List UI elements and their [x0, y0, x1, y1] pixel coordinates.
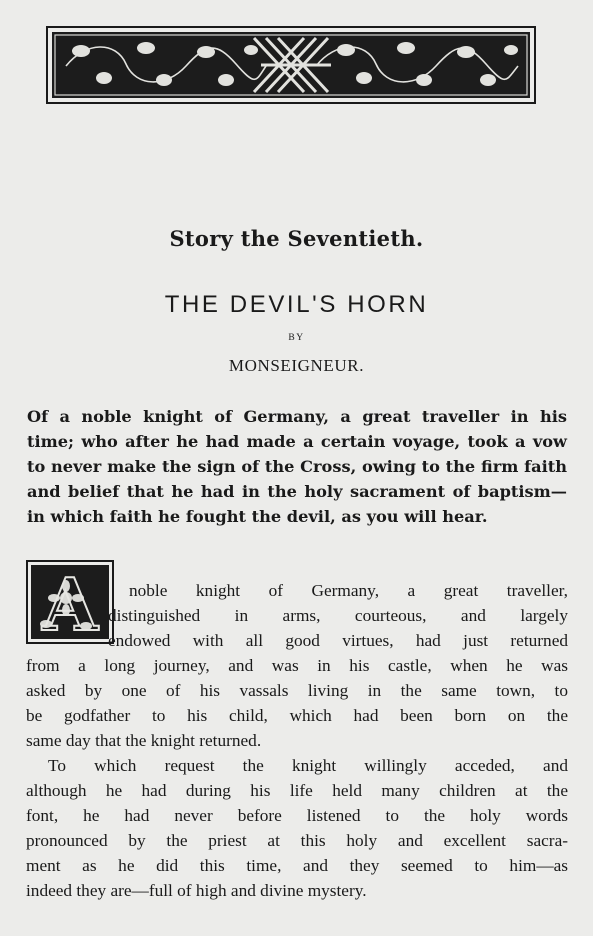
ornamental-headpiece: [46, 26, 536, 104]
body-line: although he had during his life held many children at the: [26, 781, 568, 800]
summary-line: Of a noble knight of Germany, a great traveller in his: [27, 407, 567, 426]
body-line: be godfather to his child, which had been born on the: [26, 706, 568, 725]
summary-line: and belief that he had in the holy sacrament of baptism—: [27, 482, 567, 501]
summary-line: time; who after he had made a certain voyage, took a vow: [27, 432, 567, 451]
summary-line: in which faith he fought the devil, as you will hear.: [27, 507, 488, 526]
body-line: from a long journey, and was in his castle, when he was: [26, 656, 568, 675]
body-line: asked by one of his vassals living in the same town, to: [26, 681, 568, 700]
chapter-summary: [27, 404, 567, 529]
body-line: font, he had never before listened to the holy words: [26, 806, 568, 825]
body-line: To which request the knight willingly acceded, and: [48, 756, 568, 775]
body-line: noble knight of Germany, a great traveller,: [129, 581, 568, 600]
body-line: ment as he did this time, and they seemed to him—as: [26, 856, 568, 875]
story-heading: Story the Seventieth.: [169, 226, 424, 251]
byline: BY: [288, 333, 305, 343]
author-name: MONSEIGNEUR.: [228, 356, 365, 375]
body-line: pronounced by the priest at this holy and excellent sacra-: [26, 831, 568, 850]
body-line: same day that the knight returned.: [26, 731, 262, 750]
body-line: endowed with all good virtues, had just returned: [108, 631, 568, 650]
chapter-title: THE DEVIL'S HORN: [164, 291, 429, 318]
body-line: indeed they are—full of high and divine mystery.: [26, 881, 367, 900]
body-line: distinguished in arms, courteous, and largely: [108, 606, 568, 625]
summary-line: to never make the sign of the Cross, owing to the firm faith: [27, 457, 567, 476]
body-text: [26, 578, 568, 903]
drop-cap-letter: A: [42, 562, 98, 644]
